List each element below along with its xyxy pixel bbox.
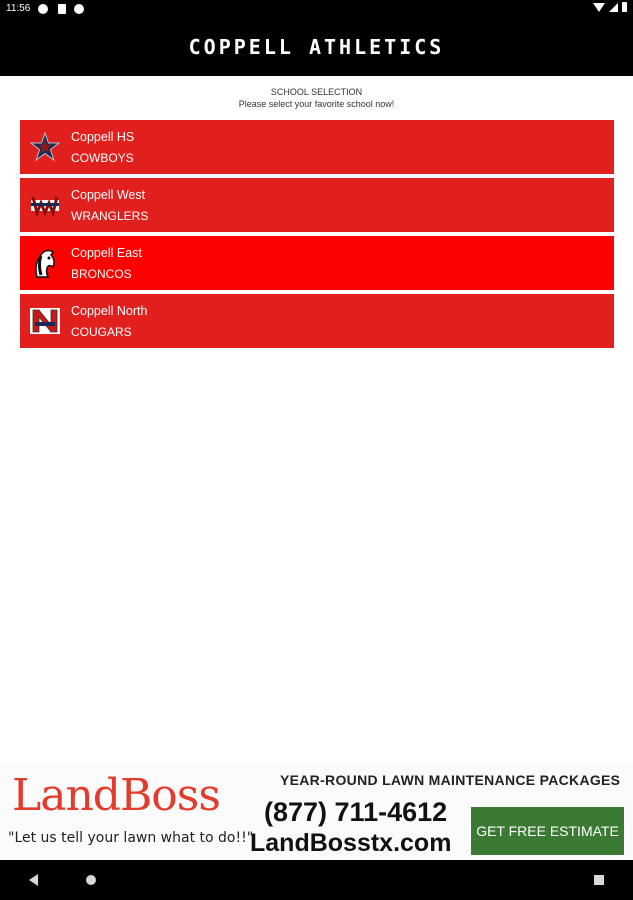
section-header (0, 86, 633, 110)
school-name: Coppell West (71, 188, 146, 202)
notification-icon (38, 4, 48, 14)
system-nav-bar (0, 860, 633, 900)
w-logo-icon (28, 188, 62, 222)
school-name: Coppell North (71, 304, 148, 318)
school-mascot: WRANGLERS (71, 209, 149, 223)
app-title: COPPELL ATHLETICS (188, 35, 445, 59)
blocked-icon (74, 4, 84, 14)
battery-icon (622, 2, 627, 12)
school-item-coppell-west[interactable] (20, 178, 614, 232)
wifi-icon (593, 3, 605, 12)
ad-banner[interactable] (0, 762, 633, 860)
school-mascot: BRONCOS (71, 267, 132, 281)
ad-phone: (877) 711-4612 (264, 797, 448, 827)
school-mascot: COUGARS (71, 325, 132, 339)
section-subtitle: Please select your favorite school now! (238, 99, 395, 109)
section-title: SCHOOL SELECTION (270, 87, 363, 97)
school-list (20, 120, 614, 352)
app-bar (0, 18, 633, 76)
ad-headline: YEAR-ROUND LAWN MAINTENANCE PACKAGES (280, 772, 621, 788)
school-name: Coppell East (71, 246, 142, 260)
ad-tagline: "Let us tell your lawn what to do!!" (8, 830, 254, 846)
school-item-coppell-hs[interactable] (20, 120, 614, 174)
star-icon (28, 130, 62, 164)
school-item-coppell-east[interactable] (20, 236, 614, 290)
school-item-coppell-north[interactable] (20, 294, 614, 348)
status-bar (0, 0, 633, 18)
school-name: Coppell HS (71, 130, 135, 144)
sd-card-icon (58, 4, 66, 14)
ad-website: LandBosstx.com (250, 829, 452, 857)
school-mascot: COWBOYS (71, 151, 134, 165)
home-icon[interactable] (86, 875, 96, 885)
status-time: 11:56 (6, 3, 31, 14)
signal-icon (609, 3, 618, 12)
horse-head-icon (28, 246, 62, 280)
n-logo-icon (28, 304, 62, 338)
recents-icon[interactable] (594, 875, 604, 885)
get-free-estimate-button[interactable]: GET FREE ESTIMATE (471, 807, 624, 855)
back-icon[interactable] (29, 874, 38, 886)
ad-brand-logo: LandBoss (12, 770, 220, 821)
